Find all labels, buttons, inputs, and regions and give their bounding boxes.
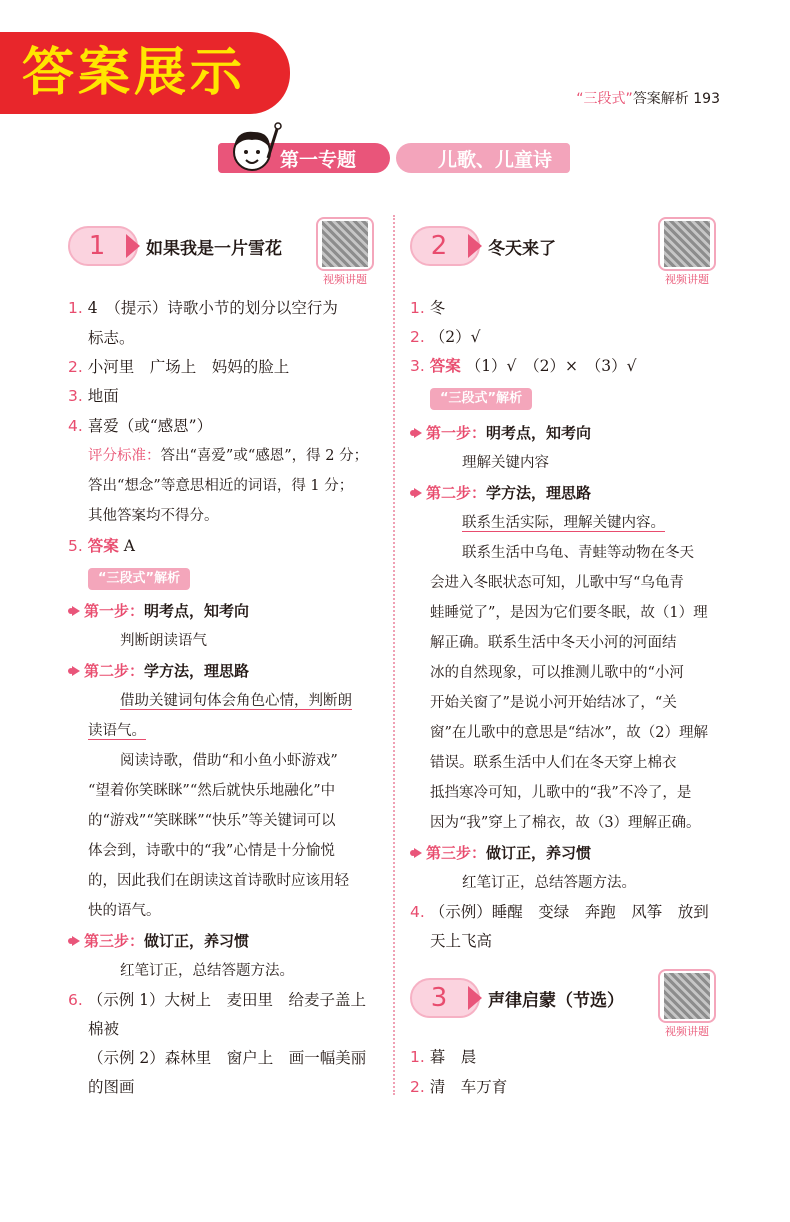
qr-code-2[interactable] [654,213,720,286]
analysis-tag: “三段式”解析 [430,388,532,410]
step-1-text: 理解关键内容 [462,455,549,471]
answer-number: 2. [410,328,425,346]
answer-text: 小河里 广场上 妈妈的脸上 [87,358,290,376]
step-arrow-icon [72,936,80,946]
answer-5 [68,536,135,556]
answer-3 [410,356,637,376]
answer-number: 2. [68,358,83,376]
step-1-text: 判断朗读语气 [120,633,207,649]
answer-6 [68,990,366,1010]
boy-mascot-icon [222,118,288,184]
answer-number: 1. [68,299,83,317]
answer-3 [68,386,119,406]
qr-label: 视频讲题 [665,273,709,286]
qr-label: 视频讲题 [323,273,367,286]
step-title: 明考点，知考向 [486,424,592,442]
answer-number: 5. [68,537,83,555]
qr-code-icon [322,221,368,267]
section-title: 如果我是一片雪花 [146,239,282,259]
analysis-tag: “三段式”解析 [88,568,190,590]
answer-1-cont: 标志。 [88,329,135,347]
answer-2 [410,327,480,347]
step-2-para: 解正确。联系生活中冬天小河的河面结 [430,635,677,651]
step-arrow-icon [72,606,80,616]
answer-text: 清 车万育 [429,1078,508,1096]
answer-4 [68,416,212,436]
qr-code-3[interactable] [654,965,720,1038]
topic-name: 儿歌、儿童诗 [438,149,553,171]
answer-text: （2）√ [429,328,481,346]
step-2-para: 快的语气。 [88,903,161,919]
step-2-para: 蛙睡觉了”，是因为它们要冬眠，故（1）理 [430,605,708,621]
step-2-para: 联系生活中乌龟、青蛙等动物在冬天 [462,545,694,561]
answer-1 [410,298,445,318]
scoring-text: 答出“喜爱”或“感恩”，得 2 分； [160,448,369,464]
qr-label: 视频讲题 [665,1025,709,1038]
step-title: 学方法，理思路 [144,662,250,680]
page-header [576,88,720,108]
step-label: 第三步： [426,844,487,862]
topic-label: 第一专题 [280,149,357,171]
step-title: 明考点，知考向 [144,602,250,620]
step-2-para: 体会到，诗歌中的“我”心情是十分愉悦 [88,843,335,859]
qr-code-icon [664,221,710,267]
step-label: 第二步： [426,484,487,502]
step-label: 第三步： [84,932,145,950]
answer-label: 答案 [429,357,461,375]
answer-text: A [123,537,135,555]
header-quote: “三段式” [576,91,633,107]
step-2-key: 联系生活实际，理解关键内容。 [462,515,665,531]
answer-number: 4. [68,417,83,435]
section-title: 冬天来了 [488,239,556,259]
step-1 [68,601,249,621]
step-2-para: 因为“我”穿上了棉衣，故（3）理解正确。 [430,815,701,831]
answer-banner [0,32,290,114]
section-number: 2 [430,231,448,261]
step-arrow-icon [414,428,422,438]
step-2-para: 阅读诗歌，借助“和小鱼小虾游戏” [120,753,338,769]
qr-code-icon [664,973,710,1019]
answer-2 [410,1077,507,1097]
answer-text: 冬 [429,299,446,317]
answer-text: 4 （提示）诗歌小节的划分以空行为 [87,299,338,317]
answer-1 [410,1047,476,1067]
answer-text: 暮 晨 [429,1048,477,1066]
step-2-para: 抵挡寒冷可知，儿歌中的“我”不冷了，是 [430,785,692,801]
answer-text: （1）√ （2）× （3）√ [465,357,637,375]
step-2-key: 借助关键词句体会角色心情，判断朗 [120,693,352,709]
page-number: 193 [693,91,720,107]
section-number: 3 [430,983,448,1013]
answer-number: 1. [410,299,425,317]
answer-text: （示例）睡醒 变绿 奔跑 风筝 放到 [429,903,709,921]
step-label: 第一步： [426,424,487,442]
step-label: 第一步： [84,602,145,620]
step-3 [410,843,591,863]
answer-6-ex2: （示例 2）森林里 窗户上 画一幅美丽 [88,1049,367,1067]
step-arrow-icon [414,488,422,498]
step-2-para: 窗”在儿歌中的意思是“结冰”，故（2）理解 [430,725,708,741]
step-3-text: 红笔订正，总结答题方法。 [120,963,294,979]
answer-number: 3. [68,387,83,405]
header-text: 答案解析 [632,91,689,107]
scoring-text-2: 答出“想念”等意思相近的词语，得 1 分； [88,478,354,494]
step-2-para: 的“游戏”“笑眯眯”“快乐”等关键词可以 [88,813,336,829]
step-label: 第二步： [84,662,145,680]
badge-arrow-icon [468,986,482,1010]
answer-6-cont: 棉被 [88,1020,120,1038]
step-2-para: 冰的自然现象，可以推测儿歌中的“小河 [430,665,684,681]
step-2 [410,483,591,503]
qr-code-1[interactable] [312,213,378,286]
answer-4-cont: 天上飞高 [430,932,493,950]
badge-arrow-icon [126,234,140,258]
answer-1 [68,298,338,318]
scoring-standard [88,446,368,466]
step-1 [410,423,591,443]
step-2-key-cont: 读语气。 [88,723,146,739]
step-title: 做订正，养习惯 [144,932,250,950]
section-number: 1 [88,231,106,261]
step-arrow-icon [414,848,422,858]
badge-arrow-icon [468,234,482,258]
answer-text: 喜爱（或“感恩”） [87,417,213,435]
banner-title: 答案展示 [22,43,247,103]
answer-4 [410,902,709,922]
step-3-text: 红笔订正，总结答题方法。 [462,875,636,891]
answer-text: 地面 [87,387,119,405]
step-title: 做订正，养习惯 [486,844,592,862]
section-title: 声律启蒙（节选） [488,991,624,1011]
step-2-para: 的，因此我们在朗读这首诗歌时应该用轻 [88,873,349,889]
step-arrow-icon [72,666,80,676]
answer-number: 1. [410,1048,425,1066]
scoring-label: 评分标准： [88,448,161,464]
step-3 [68,931,249,951]
step-2-para: 错误。联系生活中人们在冬天穿上棉衣 [430,755,677,771]
step-2-para: “望着你笑眯眯”“然后就快乐地融化”中 [88,783,336,799]
answer-number: 3. [410,357,425,375]
answer-number: 4. [410,903,425,921]
answer-6-ex2-cont: 的图画 [88,1078,135,1096]
step-2 [68,661,249,681]
column-divider [393,215,395,1095]
answer-text: （示例 1）大树上 麦田里 给麦子盖上 [87,991,367,1009]
answer-number: 2. [410,1078,425,1096]
answer-number: 6. [68,991,83,1009]
answer-2 [68,357,289,377]
answer-label: 答案 [87,537,119,555]
step-title: 学方法，理思路 [486,484,592,502]
step-2-para: 开始关窗了”是说小河开始结冰了，“关 [430,695,677,711]
step-2-para: 会进入冬眠状态可知，儿歌中写“乌龟青 [430,575,684,591]
scoring-text-3: 其他答案均不得分。 [88,508,219,524]
